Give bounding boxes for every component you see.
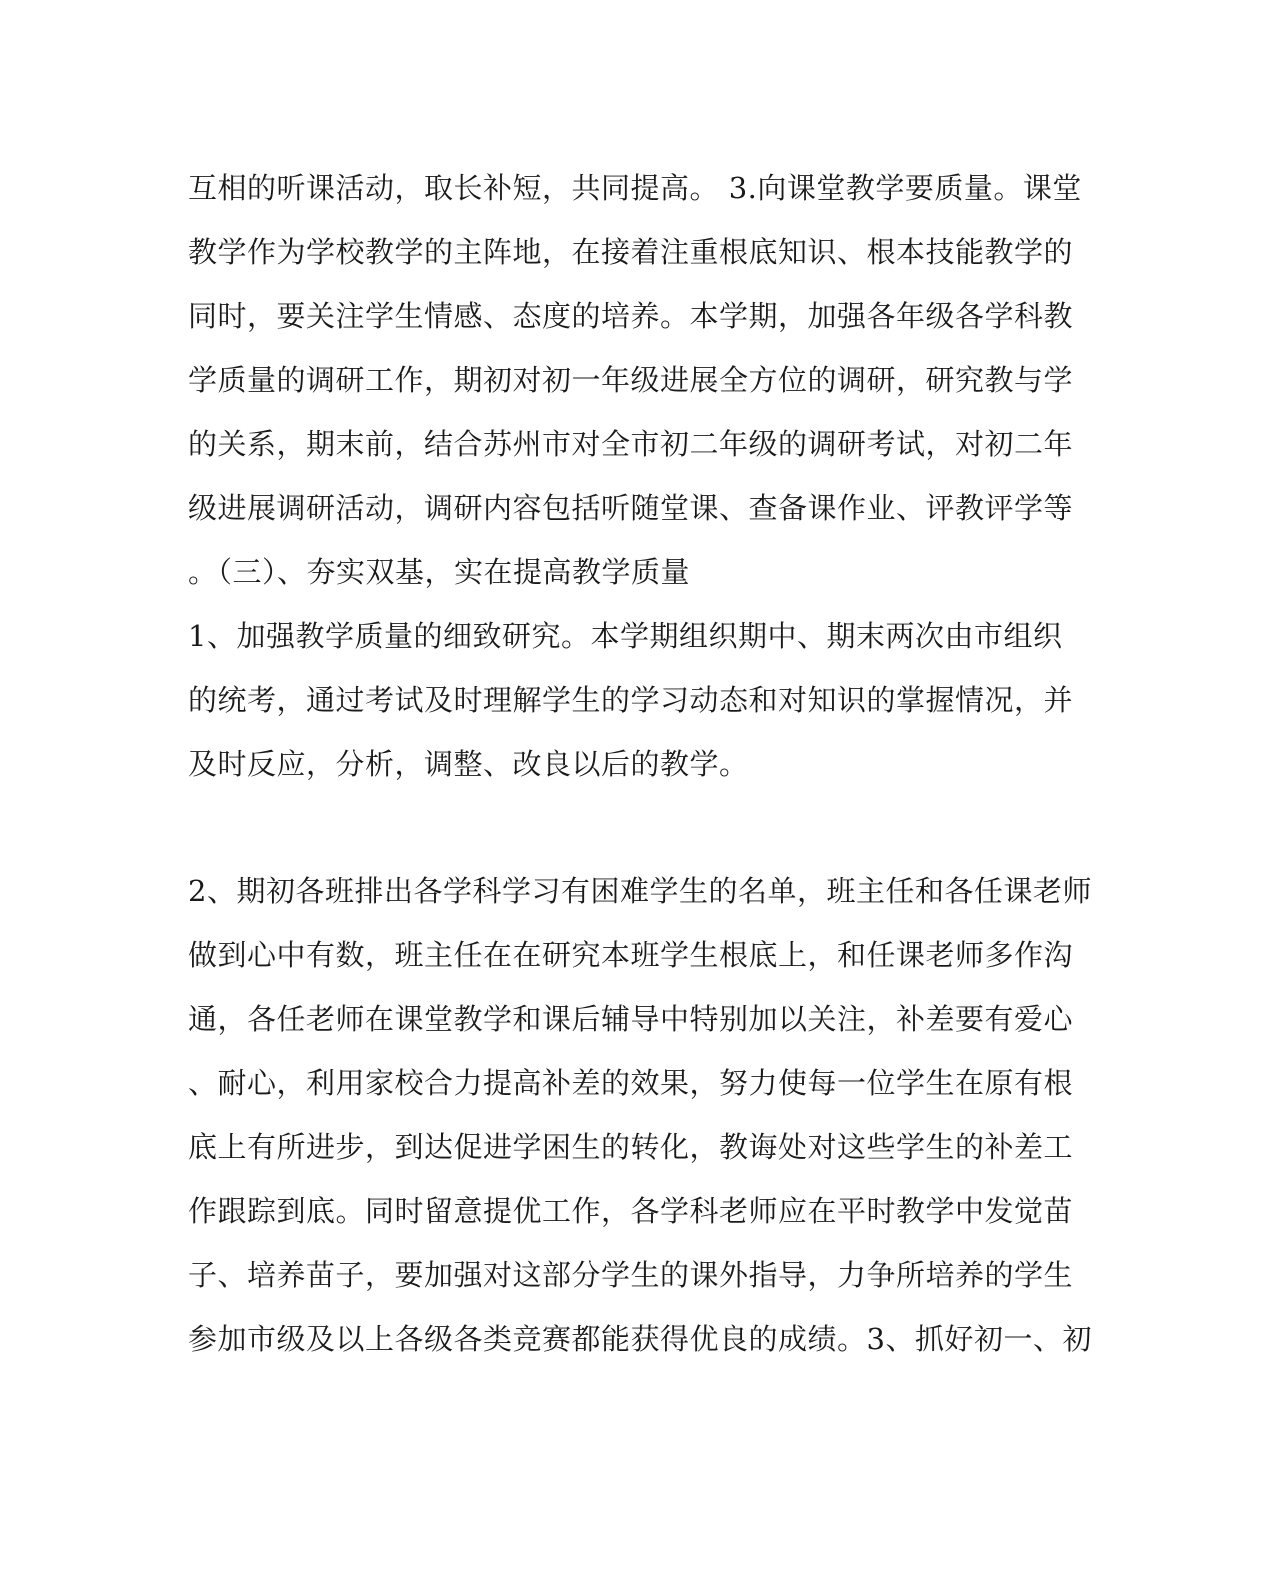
text-line-14: 、耐心，利用家校合力提高补差的效果，努力使每一位学生在原有根 <box>188 1066 1074 1100</box>
text-line-15: 底上有所进步，到达促进学困生的转化，教诲处对这些学生的补差工 <box>188 1130 1074 1164</box>
text-line-13: 通，各任老师在课堂教学和课后辅导中特别加以关注，补差要有爱心 <box>188 1002 1074 1036</box>
text-line-4: 学质量的调研工作，期初对初一年级进展全方位的调研，研究教与学 <box>188 363 1074 397</box>
text-line-2: 教学作为学校教学的主阵地，在接着注重根底知识、根本技能教学的 <box>188 235 1074 269</box>
text-line-8: 1、加强教学质量的细致研究。本学期组织期中、期末两次由市组织 <box>188 619 1063 653</box>
text-line-11: 2、期初各班排出各学科学习有困难学生的名单，班主任和各任课老师 <box>188 874 1092 908</box>
text-line-18: 参加市级及以上各级各类竞赛都能获得优良的成绩。3、抓好初一、初 <box>188 1322 1092 1356</box>
text-line-10: 及时反应，分析，调整、改良以后的教学。 <box>188 747 749 781</box>
text-line-16: 作跟踪到底。同时留意提优工作，各学科老师应在平时教学中发觉苗 <box>188 1194 1074 1228</box>
text-line-6: 级进展调研活动，调研内容包括听随堂课、查备课作业、评教评学等 <box>188 491 1074 525</box>
text-line-17: 子、培养苗子，要加强对这部分学生的课外指导，力争所培养的学生 <box>188 1258 1074 1292</box>
section-heading: 。（三）、夯实双基，实在提高教学质量 <box>188 555 691 589</box>
text-line-3: 同时，要关注学生情感、态度的培养。本学期，加强各年级各学科教 <box>188 299 1074 333</box>
text-line-1: 互相的听课活动，取长补短，共同提高。 3.向课堂教学要质量。课堂 <box>188 171 1082 205</box>
text-line-9: 的统考，通过考试及时理解学生的学习动态和对知识的掌握情况，并 <box>188 683 1074 717</box>
text-line-5: 的关系，期末前，结合苏州市对全市初二年级的调研考试，对初二年 <box>188 427 1074 461</box>
text-line-12: 做到心中有数，班主任在在研究本班学生根底上，和任课老师多作沟 <box>188 938 1074 972</box>
